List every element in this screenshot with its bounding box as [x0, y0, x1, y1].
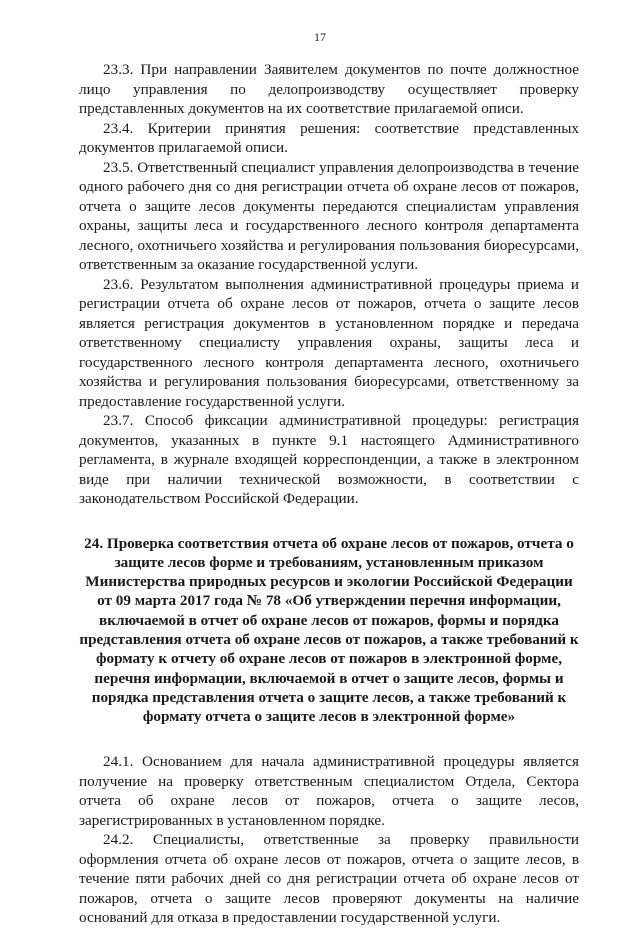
- page-number: 17: [314, 30, 326, 44]
- section-heading-24: 24. Проверка соответствия отчета об охране лесов от пожаров, отчета о защите лесов форме и требованиям, установленным приказом Министерства природных ресурсов и экологии Российской Федерации от 09 марта 2017 года № 78 «Об утверждении перечня информации, включаемой в отчет об охране лесов от пожаров, формы и порядка представления отчета об охране лесов от пожаров, а также требований к формату к отчету об охране лесов от пожаров в электронной форме, перечня информации, включаемой в отчет о защите лесов, формы и порядка представления отчета о защите лесов, а также требований к формату отчета о защите лесов в электронной форме»: [79, 534, 579, 726]
- paragraph-23-5: 23.5. Ответственный специалист управления делопроизводства в течение одного рабочего дня со дня регистрации отчета об охране лесов от пожаров, отчета о защите лесов документы передаются специалистам управления охраны, защиты леса и государственного лесного контроля департамента лесного, охотничьего хозяйства и регулирования пользования биоресурсами, ответственным за оказание государственной услуги.: [79, 158, 579, 273]
- paragraph-23-7: 23.7. Способ фиксации административной процедуры: регистрация документов, указанных в пункте 9.1 настоящего Административного регламента, в журнале входящей корреспонденции, а также в электронном виде при наличии технической возможности, в соответствии с законодательством Российской Федерации.: [79, 412, 579, 507]
- paragraph-24-2: 24.2. Специалисты, ответственные за проверку правильности оформления отчета об охране лесов от пожаров, отчета о защите лесов, в течение пяти рабочих дней со дня регистрации отчета об охране лесов от пожаров, отчета о защите лесов проверяют документы на наличие оснований для отказа в предоставлении государственной услуги.: [79, 831, 579, 927]
- paragraph-24-1: 24.1. Основанием для начала административной процедуры является получение на проверку ответственным специалистом Отдела, Сектора отчета об охране лесов от пожаров, отчета о защите лесов, зарегистрированных в установленном порядке.: [79, 753, 579, 829]
- paragraph-23-4: 23.4. Критерии принятия решения: соответствие представленных документов прилагаемой описи.: [79, 119, 579, 156]
- document-body: [79, 60, 579, 928]
- paragraph-23-3: 23.3. При направлении Заявителем документов по почте должностное лицо управления по делопроизводству осуществляет проверку представленных документов на их соответствие прилагаемой описи.: [79, 61, 579, 117]
- paragraph-23-6: 23.6. Результатом выполнения административной процедуры приема и регистрации отчета об охране лесов от пожаров, отчета о защите лесов является регистрация документов в установленном порядке и передача ответственному специалисту управления охраны, защиты леса и государственного лесного контроля департамента лесного, охотничьего хозяйства и регулирования пользования биоресурсами, ответственному за предоставление государственной услуги.: [79, 275, 579, 410]
